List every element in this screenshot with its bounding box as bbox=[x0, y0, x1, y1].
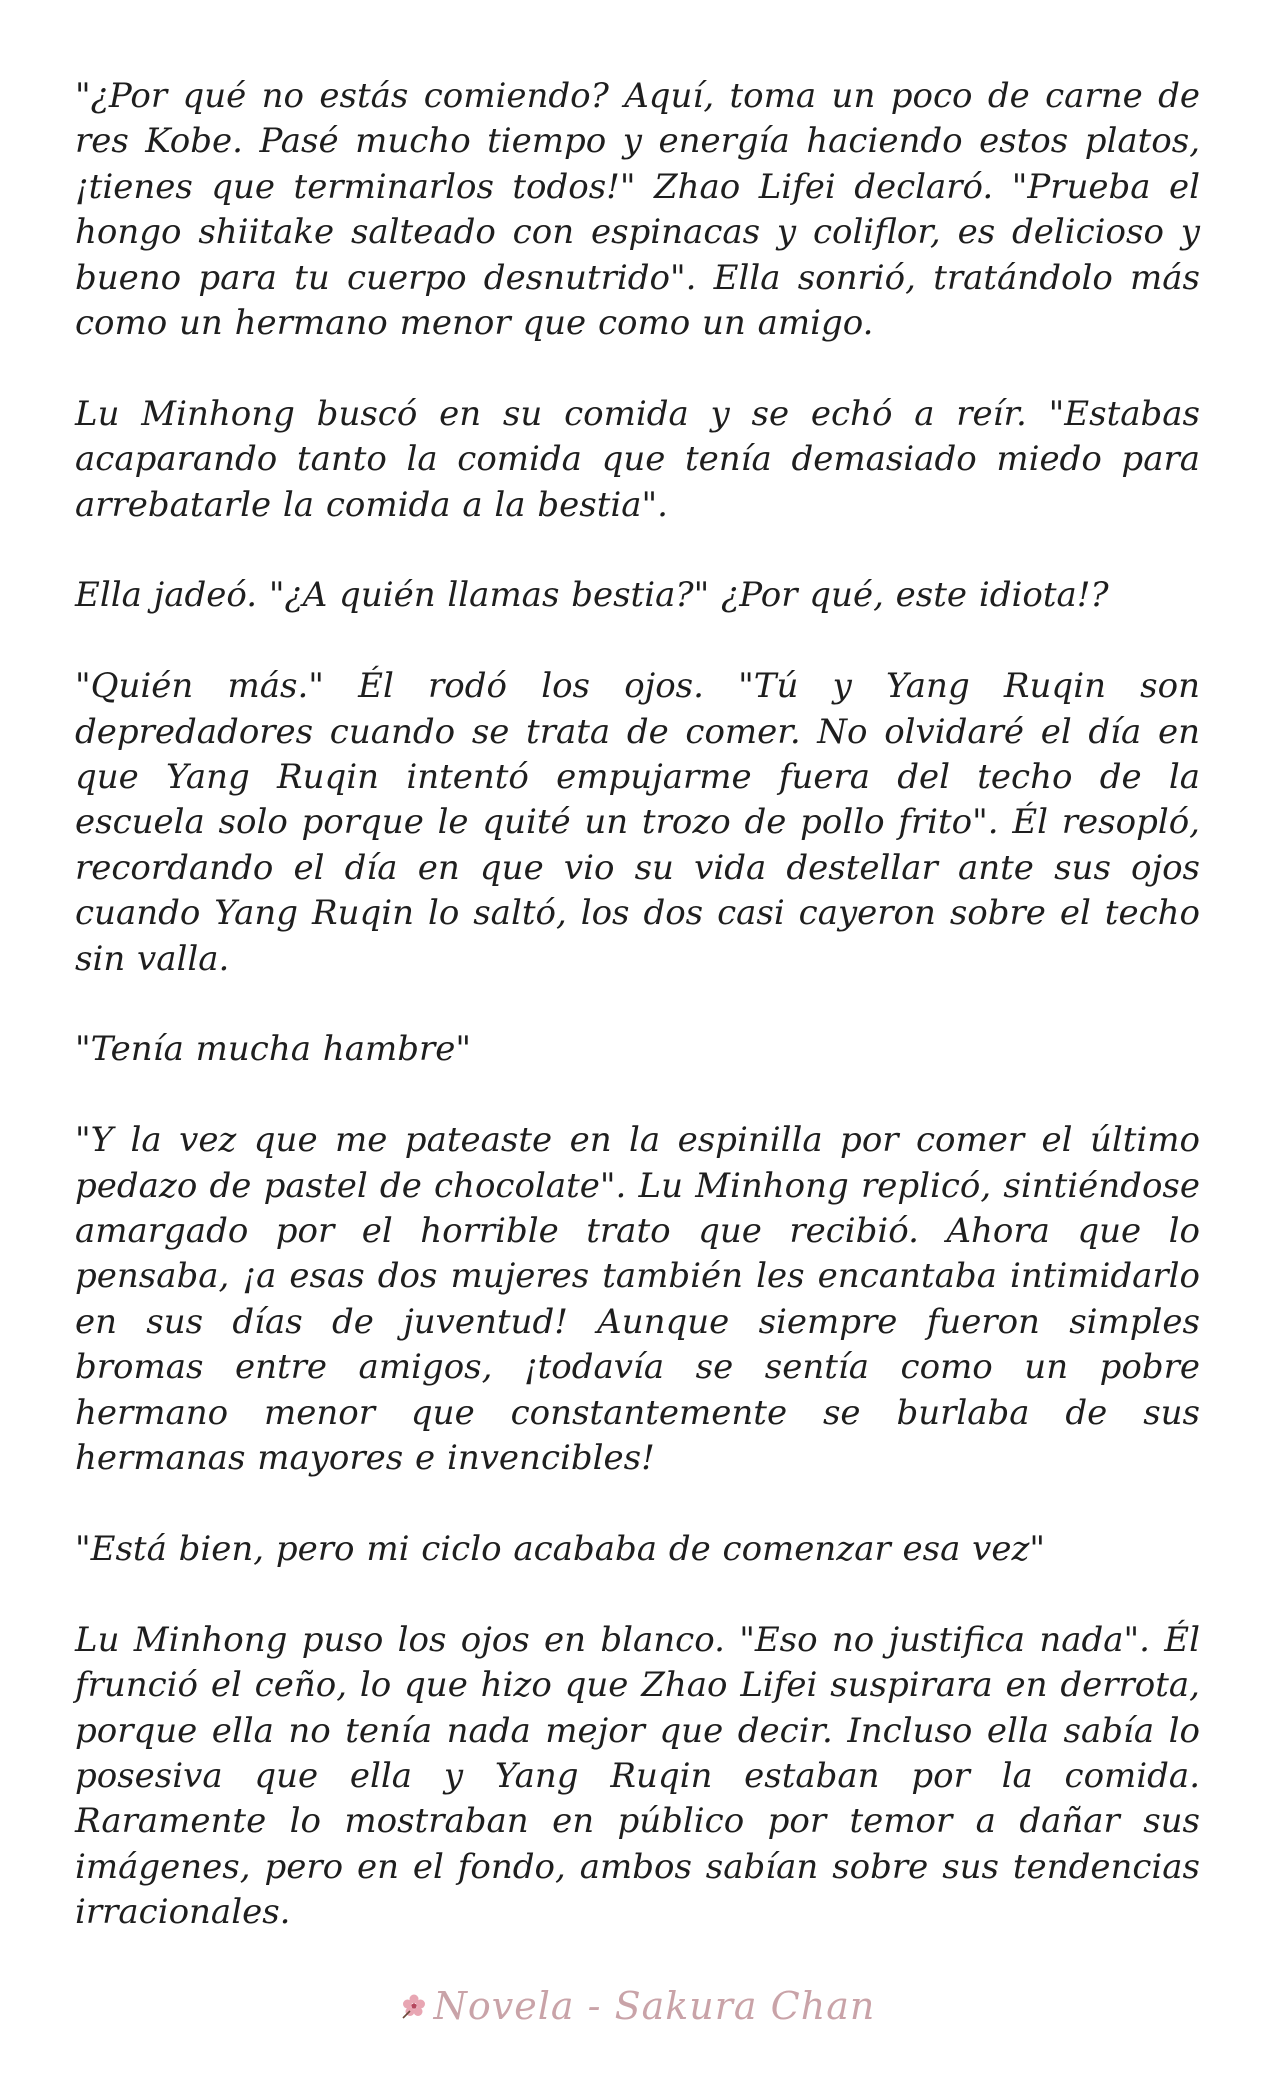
paragraph-5: "Tenía mucha hambre" bbox=[75, 1029, 471, 1070]
watermark-text: Novela - Sakura Chan bbox=[433, 1984, 876, 2028]
paragraph-1: "¿Por qué no estás comiendo? Aquí, toma un poco de carne de res Kobe. Pasé mucho tiempo y energía haciendo estos platos, ¡tienes que terminarlos todos!" Zhao Lifei declaró. "Prueba el hongo shiitake salteado con espinacas y coliflor, es delicioso y bueno para tu cuerpo desnutrido". Ella sonrió, tratándolo más como un hermano menor que como un amigo. bbox=[75, 76, 1200, 344]
watermark bbox=[0, 1984, 1275, 2028]
paragraph-2: Lu Minhong buscó en su comida y se echó a reír. "Estabas acaparando tanto la comida que tenía demasiado miedo para arrebatarle la comida a la bestia". bbox=[75, 393, 1200, 525]
paragraph-6: "Y la vez que me pateaste en la espinilla por comer el último pedazo de pastel de chocolate". Lu Minhong replicó, sintiéndose amargado por el horrible trato que recibió. Ahora que lo pensaba, ¡a esas dos mujeres también les encantaba intimidarlo en sus días de juventud! Aunque siempre fueron simples bromas entre amigos, ¡todavía se sentía como un pobre hermano menor que constantemente se burlaba de sus hermanas mayores e invencibles! bbox=[75, 1120, 1200, 1479]
document-body bbox=[75, 74, 1200, 1936]
paragraph-7: "Está bien, pero mi ciclo acababa de comenzar esa vez" bbox=[75, 1528, 1046, 1569]
paragraph-8: Lu Minhong puso los ojos en blanco. "Eso no justifica nada". Él frunció el ceño, lo que hizo que Zhao Lifei suspirara en derrota, porque ella no tenía nada mejor que decir. Incluso ella sabía lo posesiva que ella y Yang Ruqin estaban por la comida. Raramente lo mostraban en público por temor a dañar sus imágenes, pero en el fondo, ambos sabían sobre sus tendencias irracionales. bbox=[75, 1619, 1200, 1933]
paragraph-3: Ella jadeó. "¿A quién llamas bestia?" ¿Por qué, este idiota!? bbox=[75, 575, 1109, 616]
paragraph-4: "Quién más." Él rodó los ojos. "Tú y Yang Ruqin son depredadores cuando se trata de comer. No olvidaré el día en que Yang Ruqin intentó empujarme fuera del techo de la escuela solo porque le quité un trozo de pollo frito". Él resopló, recordando el día en que vio su vida destellar ante sus ojos cuando Yang Ruqin lo saltó, los dos casi cayeron sobre el techo sin valla. bbox=[75, 666, 1200, 979]
sakura-blossom-icon bbox=[400, 1992, 428, 2020]
